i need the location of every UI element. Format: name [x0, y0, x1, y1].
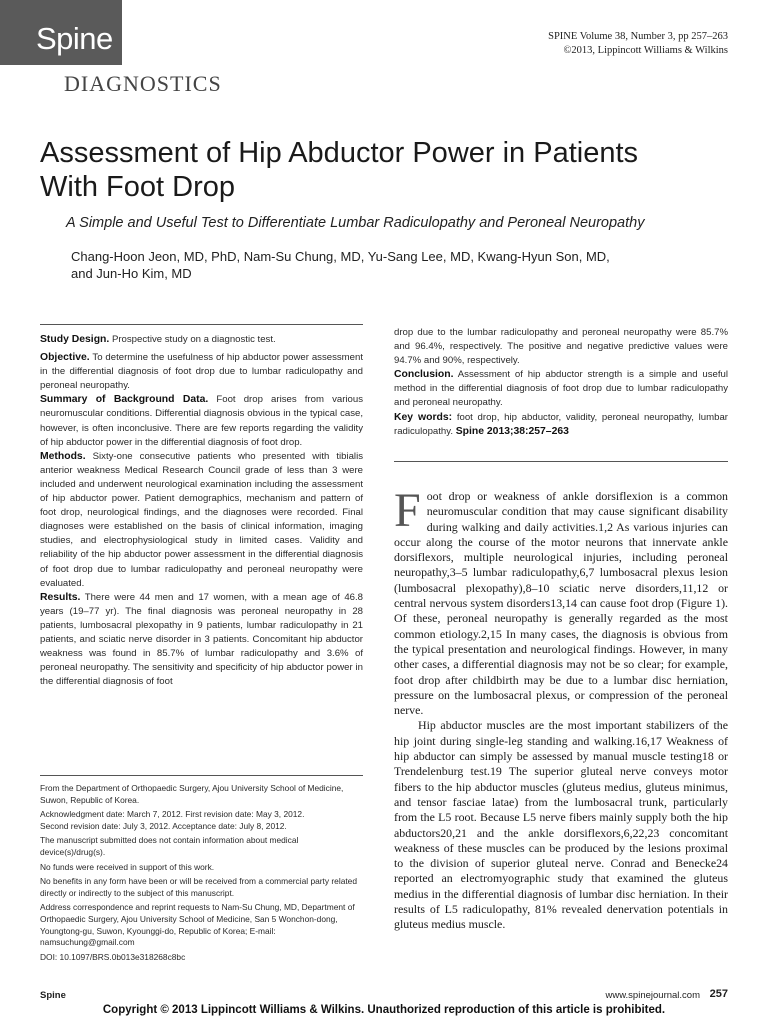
- journal-info: [548, 30, 728, 58]
- methods-text: Sixty-one consecutive patients who presented with tibialis anterior weakness Medical Research Council grade of less than 3 were included and underwent neurological examination including the assessment of hip abductor power. Patient demographics, mechanism and pattern of foot drop, neurological findings, and the diagnoses were recorded. Final diagnoses were established on the basis of clinical information, imaging studies, and electrophysiological study in limited cases. Validity and reliability of the hip abductor power assessment in the differential diagnosis of foot drop due to lumbar radiculopathy and peroneal neuropathy were evaluated.: [40, 450, 363, 589]
- body-paragraph-1: [394, 484, 728, 718]
- benefits-note: No benefits in any form have been or will be received from a commercial party related directly or indirectly to the subject of this manuscript.: [40, 876, 357, 898]
- abstract-keywords: [394, 411, 728, 439]
- journal-copyright-line: ©2013, Lippincott Williams & Wilkins: [563, 45, 728, 56]
- abstract-methods: [40, 450, 363, 591]
- dates-note: [40, 809, 363, 832]
- abstract-right-column: [394, 326, 728, 439]
- footer-url-link[interactable]: www.spinejournal.com: [605, 990, 700, 1001]
- journal-logo: Spine: [36, 21, 113, 56]
- dates-line-1: Acknowledgment date: March 7, 2012. First revision date: May 3, 2012.: [40, 809, 305, 820]
- abstract-end-rule: [394, 461, 728, 462]
- results-label: Results.: [40, 591, 81, 603]
- author-list: [71, 248, 671, 282]
- abstract-results-continued: drop due to the lumbar radiculopathy and peroneal neuropathy were 85.7% and 96.4%, respectively. The positive and negative predictive values were 94.7% and 90%, respectively.: [394, 327, 728, 367]
- abstract-objective: [40, 351, 363, 393]
- footer-journal: Spine: [40, 990, 66, 1001]
- article-subtitle: A Simple and Useful Test to Differentiate Lumbar Radiculopathy and Peroneal Neuropathy: [66, 215, 645, 231]
- copyright-notice: Copyright © 2013 Lippincott Williams & Wilkins. Unauthorized reproduction of this article is prohibited.: [102, 1004, 666, 1016]
- study-design-label: Study Design.: [40, 334, 110, 345]
- section-label: DIAGNOSTICS: [64, 71, 222, 96]
- authors-line-2: and Jun-Ho Kim, MD: [71, 266, 192, 281]
- objective-label: Objective.: [40, 352, 90, 364]
- abstract-background: [40, 393, 363, 449]
- page-number: 257: [709, 988, 728, 1000]
- objective-text: To determine the usefulness of hip abductor power assessment in the differential diagnosis of foot drop due to lumbar radiculopathy and peroneal neuropathy.: [40, 352, 363, 392]
- abstract-study-design: [40, 333, 363, 347]
- body-paragraph-2: Hip abductor muscles are the most important stabilizers of the hip joint during single-leg standing and walking.16,17 Weakness of hip abductor can simply be assessed by manual muscle testing18 or Trendelenburg test.19 The superior gluteal nerve conveys motor fibers to the hip abductor muscles (gluteus medius, gluteus minimus, and tensor fasciae latae) from the lumbosacral trunk, particularly from the L5 root. Because L5 nerve fibers mainly supply both the hip abductors20,21 and the ankle dorsiflexors,6,22,23 concomitant weakness of these muscles can be produced by the lesions proximal to the division of superior gluteal nerve. Conrad and Benecke24 reported an electromyographic study that examined the gluteus medius in the differential diagnosis of lumbar disc herniation. In their results of L5 radiculopathy, 81% revealed denervation potentials in gluteus medius muscle.: [394, 718, 728, 932]
- article-title: Assessment of Hip Abductor Power in Patients With Foot Drop: [40, 137, 639, 203]
- journal-logo-box: [0, 0, 122, 65]
- conclusion-label: Conclusion.: [394, 369, 454, 381]
- keywords-text: foot drop, hip abductor, validity, peroneal neuropathy, lumbar radiculopathy.: [394, 411, 728, 437]
- drop-cap: F: [394, 484, 421, 537]
- keywords-label: Key words:: [394, 411, 453, 423]
- affiliation-notes: [40, 783, 363, 966]
- body-paragraph-1-text: oot drop or weakness of ankle dorsiflexion is a common neuromuscular condition that may cause significant disability during walking and daily activities.1,2 As various injuries can occur along the course of the motor neurons that innervate ankle dorsiflexors, multiple neurological injuries, including peroneal neuropathy,3–5 lumbar radiculopathy,6,7 lumbosacral plexus lesion (lumbosacral plexopathy),8–10 sciatic nerve disorders,11,12 or central nervous system disorders13,14 can cause foot drop (Figure 1). Of these, peroneal neuropathy is generally regarded as the most common etiology.2,15 In many cases, the diagnosis is obvious from the typical presentation and neurological findings. However, in many other cases, a differential diagnosis may not be so clear; for example, foot drop after childbirth may be due to a lumbar disc herniation, pressure on the lumbosacral plexus, or compression of the peroneal nerve.: [394, 489, 728, 718]
- conclusion-text: Assessment of hip abductor strength is a simple and useful method in the differential diagnosis of foot drop due to lumbar radiculopathy and peroneal neuropathy.: [394, 369, 728, 409]
- correspondence-note: Address correspondence and reprint requests to Nam-Su Chung, MD, Department of Orthopaedic Surgery, Ajou University School of Medicine, San 5 Wonchon-dong, Youngtong-gu, Suwon, Kyounggi-do, Republic of Korea; E-mail: namsuchung@gmail.com: [40, 902, 355, 948]
- methods-label: Methods.: [40, 450, 86, 462]
- article-body: [394, 484, 728, 933]
- affiliation-note: From the Department of Orthopaedic Surgery, Ajou University School of Medicine, Suwon, Republic of Korea.: [40, 783, 344, 805]
- dates-line-2: Second revision date: July 3, 2012. Acceptance date: July 8, 2012.: [40, 820, 287, 831]
- funds-note: No funds were received in support of this work.: [40, 861, 215, 872]
- abstract-conclusion: [394, 368, 728, 410]
- study-design-text: Prospective study on a diagnostic test.: [111, 334, 276, 345]
- background-text: Foot drop arises from various neuromuscular conditions. Differential diagnosis obvious in the typical case, however, is often inconclusive. There are few reports regarding the validity of hip abductor power in the differential diagnosis of foot drop.: [40, 394, 364, 448]
- abstract-results: [40, 591, 363, 690]
- journal-volume: SPINE Volume 38, Number 3, pp 257–263: [548, 31, 728, 42]
- doi-note: DOI: 10.1097/BRS.0b013e318268c8bc: [40, 951, 186, 962]
- notes-rule: [40, 775, 363, 776]
- background-label: Summary of Background Data.: [40, 394, 209, 406]
- device-note: The manuscript submitted does not contain information about medical device(s)/drug(s).: [40, 835, 299, 857]
- authors-line-1: Chang-Hoon Jeon, MD, PhD, Nam-Su Chung, MD, Yu-Sang Lee, MD, Kwang-Hyun Son, MD,: [71, 249, 610, 264]
- results-text: There were 44 men and 17 women, with a mean age of 46.8 years (19–77 yr). The final diagnosis was peroneal neuropathy in 28 patients, lumbosacral plexopathy in 9 patients, lumbar radiculopathy in 21 patients, and sciatic nerve disorder in 3 patients. Concomitant hip abductor weakness was found in 85.7% of lumbar radiculopathy and 3.6% of peroneal neuropathy. The sensitivity and specificity of hip abductor power in the differential diagnosis of foot: [40, 591, 363, 688]
- citation: Spine 2013;38:257–263: [455, 425, 569, 437]
- abstract-left-column: [40, 333, 363, 689]
- abstract-top-rule: [40, 324, 363, 325]
